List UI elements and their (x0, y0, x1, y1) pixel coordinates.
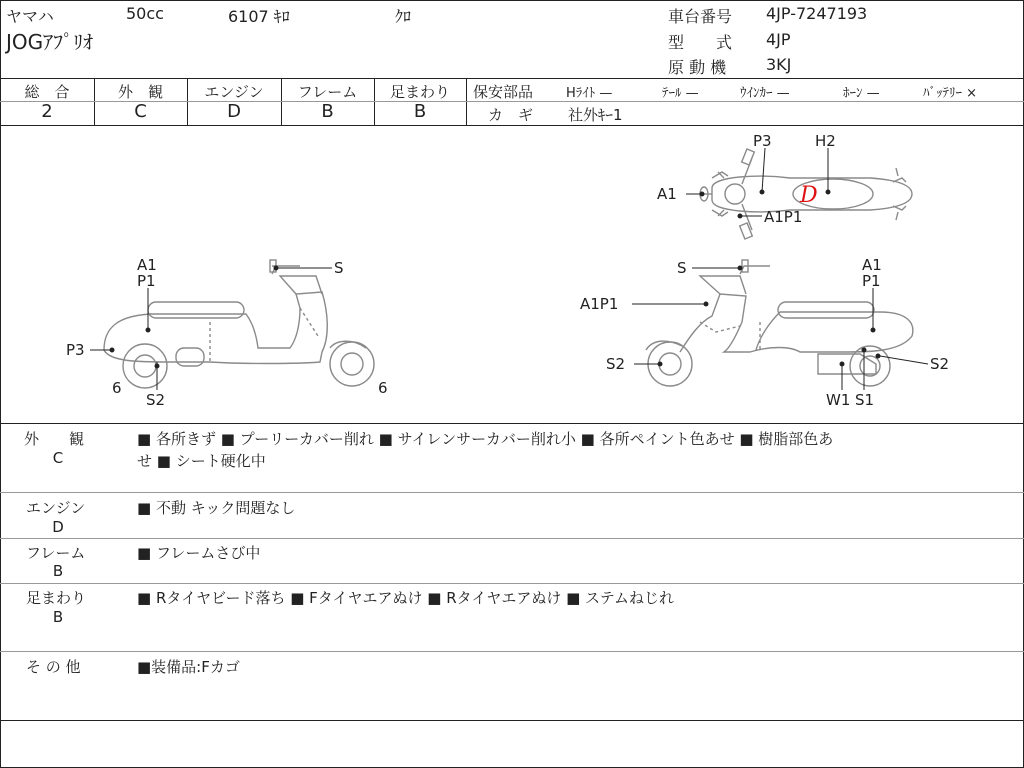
right-s1-label: S1 (855, 391, 875, 409)
left-s2-label: S2 (146, 391, 166, 409)
left-p1-label: P1 (137, 272, 156, 290)
left-a1-label: A1 (137, 256, 157, 274)
detail-engine-label: エンジン (26, 499, 86, 517)
detail-frame-line-1: ■ フレームさび中 (137, 544, 261, 562)
detail-frame-grade: B (52, 562, 64, 580)
detail-other-line-1: ■装備品:Fカゴ (137, 658, 240, 676)
left-s-label: S (334, 259, 344, 277)
type-value: 4JP (766, 30, 791, 49)
detail-suspension-line-1: ■ Rタイヤビード落ち ■ Fタイヤエアぬけ ■ Rタイヤエアぬけ ■ ステムねじれ (137, 589, 674, 607)
safety-winker: ｳｲﾝｶｰ — (740, 86, 790, 101)
key-value: 社外ｷｰ1 (568, 106, 623, 124)
detail-engine-grade: D (52, 518, 64, 536)
grade-engine: D (227, 101, 241, 122)
grade-header-exterior: 外 観 (117, 83, 163, 101)
maker: ヤマハ (6, 7, 54, 26)
left-six-rear-label: 6 (378, 379, 388, 397)
divider (0, 78, 1024, 79)
top-a1p1-label: A1P1 (764, 208, 803, 226)
right-s2-rear-label: S2 (930, 355, 950, 373)
detail-exterior-line-2: せ ■ シート硬化中 (137, 452, 266, 470)
mileage: 6107 ｷﾛ (228, 7, 290, 26)
safety-tail: ﾃｰﾙ — (662, 86, 699, 101)
right-s2-front-label: S2 (606, 355, 626, 373)
grade-frame: B (321, 101, 334, 122)
right-p1-label: P1 (862, 272, 881, 290)
divider (0, 583, 1024, 584)
scooter-diagram (0, 126, 1024, 424)
divider (0, 423, 1024, 424)
detail-other-label: そ の 他 (26, 658, 81, 676)
left-six-front-label: 6 (112, 379, 122, 397)
detail-exterior-label: 外 観 (24, 430, 85, 448)
grade-header-suspension: 足まわり (389, 83, 450, 101)
safety-horn: ﾎｰﾝ — (843, 86, 880, 101)
damage-mark: D (800, 183, 818, 208)
type-label: 型 式 (668, 33, 733, 52)
grade-header-engine: エンジン (204, 83, 264, 101)
divider (0, 492, 1024, 493)
engine-label: 原 動 機 (668, 58, 727, 77)
detail-exterior-grade: C (52, 449, 64, 467)
right-w1-label: W1 (826, 391, 851, 409)
top-p3-label: P3 (753, 132, 772, 150)
safety-label: 保安部品 (473, 83, 534, 101)
divider (0, 720, 1024, 721)
detail-engine-line-1: ■ 不動 キック問題なし (137, 499, 296, 517)
right-s-label: S (677, 259, 687, 277)
grade-overall: 2 (41, 101, 53, 122)
grade-exterior: C (134, 101, 147, 122)
divider (0, 651, 1024, 652)
color: ｸﾛ (395, 7, 412, 26)
frame-no: 4JP-7247193 (766, 4, 868, 23)
grade-header-frame: フレーム (297, 83, 358, 101)
frame-no-label: 車台番号 (668, 7, 733, 26)
safety-battery: ﾊﾞｯﾃﾘｰ × (923, 86, 978, 101)
displacement: 50cc (126, 4, 164, 23)
engine-value: 3KJ (766, 55, 792, 74)
top-a1-label: A1 (657, 185, 677, 203)
grade-header-overall: 総 合 (24, 83, 70, 101)
safety-headlight: Hﾗｲﾄ — (566, 86, 613, 101)
detail-suspension-label: 足まわり (26, 589, 87, 607)
detail-exterior-line-1: ■ 各所きず ■ プーリーカバー削れ ■ サイレンサーカバー削れ小 ■ 各所ペイント色あせ ■ 樹脂部色あ (137, 430, 834, 448)
detail-frame-label: フレーム (26, 544, 86, 562)
left-p3-label: P3 (66, 341, 85, 359)
model-name: JOGｱﾌﾟﾘｵ (6, 30, 94, 54)
right-a1-label: A1 (862, 256, 882, 274)
divider (0, 538, 1024, 539)
divider (466, 101, 1024, 102)
detail-suspension-grade: B (52, 608, 64, 626)
top-h2-label: H2 (815, 132, 836, 150)
grade-suspension: B (413, 101, 427, 122)
key-label: カ ギ (488, 106, 534, 124)
right-a1p1-label: A1P1 (580, 295, 619, 313)
